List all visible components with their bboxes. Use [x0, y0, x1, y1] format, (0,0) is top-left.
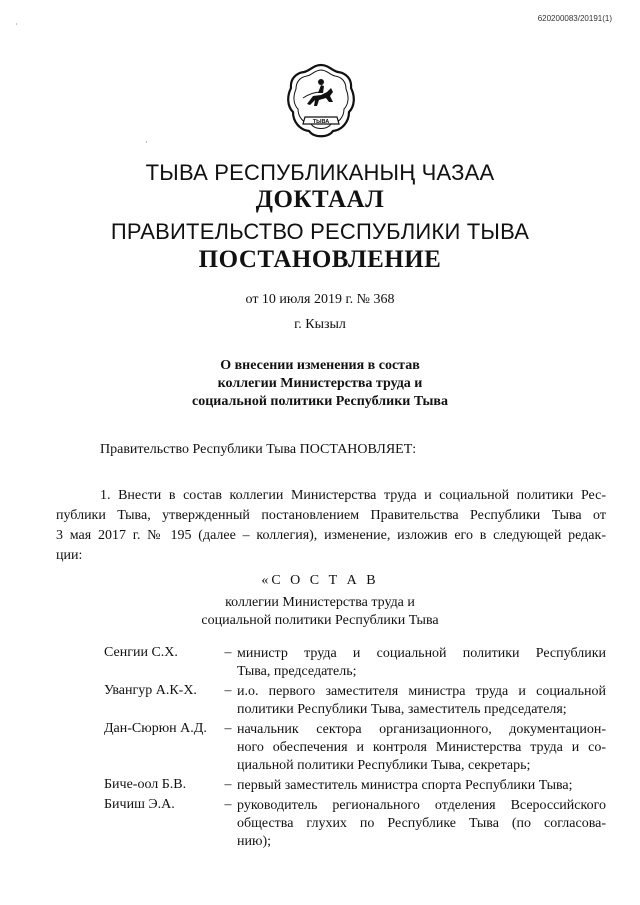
member-dash: –: [224, 721, 232, 736]
member-role-line: руководитель регионального отделения Всероссийского: [237, 798, 606, 813]
paragraph-1: [56, 486, 606, 566]
member-name: Биче-оол Б.В.: [104, 777, 187, 792]
member-name: Увангур А.К-Х.: [104, 683, 197, 698]
header-tyva-line2: ДОКТААЛ: [255, 186, 385, 213]
paragraph-line: публики Тыва, утвержденный постановлением Правительства Республики Тыва от: [56, 508, 606, 523]
member-role: [237, 645, 606, 681]
paragraph-line: 1. Внести в состав коллегии Министерства труда и социальной политики Рес-: [100, 488, 606, 503]
member-list: [104, 645, 606, 853]
subject-line: социальной политики Республики Тыва: [192, 394, 448, 409]
header-russian-line2: ПОСТАНОВЛЕНИЕ: [198, 246, 442, 273]
member-name: Сенгии С.Х.: [104, 645, 178, 660]
member-role: [237, 683, 606, 719]
member-role: [237, 721, 606, 775]
date-line: от 10 июля 2019 г. № 368: [245, 292, 395, 307]
member-dash: –: [224, 777, 232, 792]
city: г. Кызыл: [294, 317, 346, 332]
header-tyva-line1: ТЫВА РЕСПУБЛИКАНЫҢ ЧАЗАА: [145, 160, 495, 185]
subject-line: О внесении изменения в состав: [220, 358, 420, 373]
member-role-line: Тыва, председатель;: [237, 664, 357, 679]
sostav-subtitle-line: коллегии Министерства труда и: [225, 595, 415, 610]
member-row: [104, 797, 606, 851]
member-role-line: и.о. первого заместителя министра труда и социальной: [237, 684, 606, 699]
scan-mark: ·: [15, 20, 18, 29]
paragraph-line: ции:: [56, 548, 83, 563]
sostav-subtitle-line: социальной политики Республики Тыва: [201, 613, 439, 628]
tuva-coat-of-arms-icon: [285, 62, 357, 144]
emblem-ribbon-text: ТЫВА: [312, 118, 330, 125]
member-role-line: министр труда и социальной политики Республики: [237, 646, 606, 661]
member-role-line: ного обеспечения и контроля Министерства труда и со-: [237, 740, 606, 755]
member-role-line: циальной политики Республики Тыва, секретарь;: [237, 758, 531, 773]
member-row: [104, 721, 606, 775]
member-role: [237, 777, 606, 795]
member-role: [237, 797, 606, 851]
member-role-line: начальник сектора организационного, документацион-: [237, 722, 606, 737]
subject-line: коллегии Министерства труда и: [217, 376, 423, 391]
member-name: Дан-Сюрюн А.Д.: [104, 721, 207, 736]
member-name: Бичиш Э.А.: [104, 797, 175, 812]
member-role-line: политики Республики Тыва, заместитель председателя;: [237, 702, 567, 717]
member-role-line: первый заместитель министра спорта Республики Тыва;: [237, 778, 573, 793]
member-row: [104, 645, 606, 681]
member-role-line: нию);: [237, 834, 271, 849]
document-id: 620200083/20191(1): [537, 14, 612, 23]
header-russian-line1: ПРАВИТЕЛЬСТВО РЕСПУБЛИКИ ТЫВА: [110, 219, 530, 244]
member-row: [104, 683, 606, 719]
paragraph-line: 3 мая 2017 г. № 195 (далее – коллегия), изменение, изложив его в следующей редак-: [56, 528, 606, 543]
sostav-title: «С О С Т А В: [261, 573, 379, 588]
decree-line: Правительство Республики Тыва ПОСТАНОВЛЯЕТ:: [100, 442, 417, 457]
member-dash: –: [224, 645, 232, 660]
member-dash: –: [224, 797, 232, 812]
member-role-line: общества глухих по Республике Тыва (по согласова-: [237, 816, 606, 831]
member-dash: –: [224, 683, 232, 698]
member-row: [104, 777, 606, 795]
subject-block: [0, 357, 640, 411]
sostav-subtitle: [0, 594, 640, 630]
scan-mark: ·: [145, 138, 148, 147]
